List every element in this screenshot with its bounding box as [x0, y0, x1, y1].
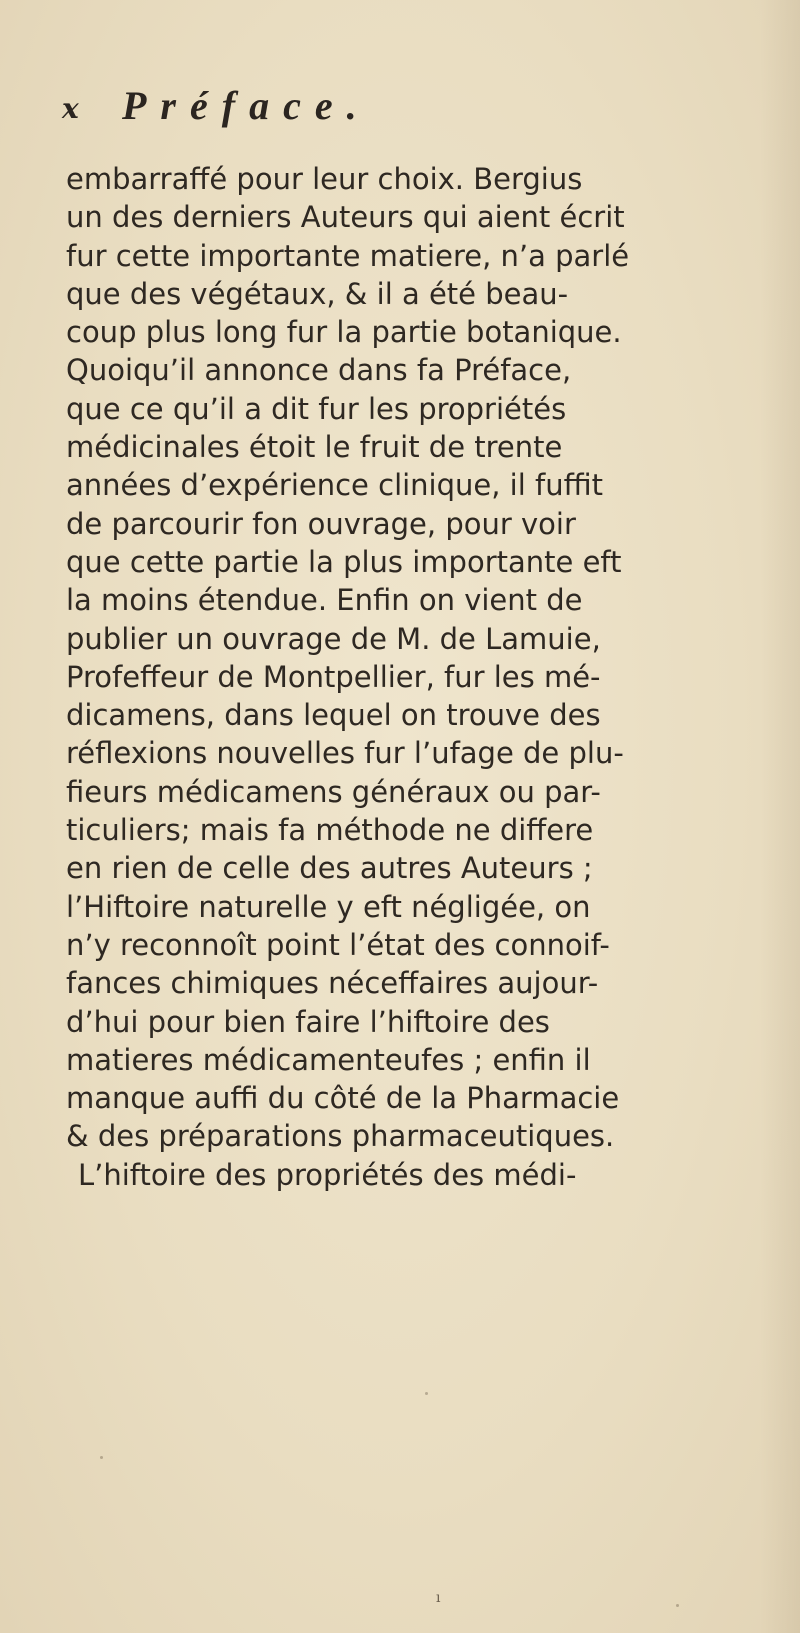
text-line: publier un ouvrage de M. de Lamuie, [66, 621, 601, 656]
paper-speck [100, 1456, 103, 1459]
text-line: de parcourir fon ouvrage, pour voir [66, 506, 576, 541]
folio: x [62, 92, 79, 125]
text-line: L’hiftoire des propriétés des médi- [78, 1157, 577, 1192]
text-line: fieurs médicamens généraux ou par- [66, 774, 601, 809]
page-footer-mark: ı [436, 1590, 441, 1606]
text-line: l’Hiftoire naturelle y eft négligée, on [66, 889, 591, 924]
text-line: Quoiqu’il annonce dans fa Préface, [66, 353, 572, 388]
text-line: embarraffé pour leur choix. Bergius [66, 162, 583, 196]
text-line: manque auffi du côté de la Pharmacie [66, 1081, 620, 1116]
text-line: coup plus long fur la partie botanique. [66, 315, 622, 350]
text-line: que des végétaux, & il a été beau- [66, 276, 569, 311]
text-line: années d’expérience clinique, il fuffit [66, 468, 604, 503]
text-line: n’y reconnoît point l’état des connoif- [66, 927, 610, 962]
paper-speck [425, 1392, 428, 1395]
paper-speck [676, 1604, 679, 1607]
text-line: un des derniers Auteurs qui aient écrit [66, 200, 625, 235]
text-line: Profeffeur de Montpellier, fur les mé- [66, 659, 601, 694]
text-line: ticuliers; mais fa méthode ne differe [66, 813, 594, 848]
text-line: réflexions nouvelles fur l’ufage de plu- [66, 736, 624, 771]
text-line: fur cette importante matiere, n’a parlé [66, 238, 630, 273]
text-line: que ce qu’il a dit fur les propriétés [66, 391, 567, 426]
text-line: en rien de celle des autres Auteurs ; [66, 851, 593, 886]
running-title: Préface. [122, 83, 371, 128]
text-line: matieres médicamenteufes ; enfin il [66, 1042, 591, 1077]
text-line: d’hui pour bien faire l’hiftoire des [66, 1004, 550, 1039]
text-line: que cette partie la plus importante eft [66, 544, 622, 579]
text-line: & des préparations pharmaceutiques. [66, 1119, 615, 1154]
text-line: médicinales étoit le fruit de trente [66, 430, 563, 465]
text-line: la moins étendue. Enfin on vient de [66, 583, 583, 618]
body-text [66, 160, 786, 1194]
text-line: dicamens, dans lequel on trouve des [66, 698, 601, 733]
page-header [62, 82, 762, 132]
text-line: fances chimiques néceffaires aujour- [66, 966, 599, 1001]
